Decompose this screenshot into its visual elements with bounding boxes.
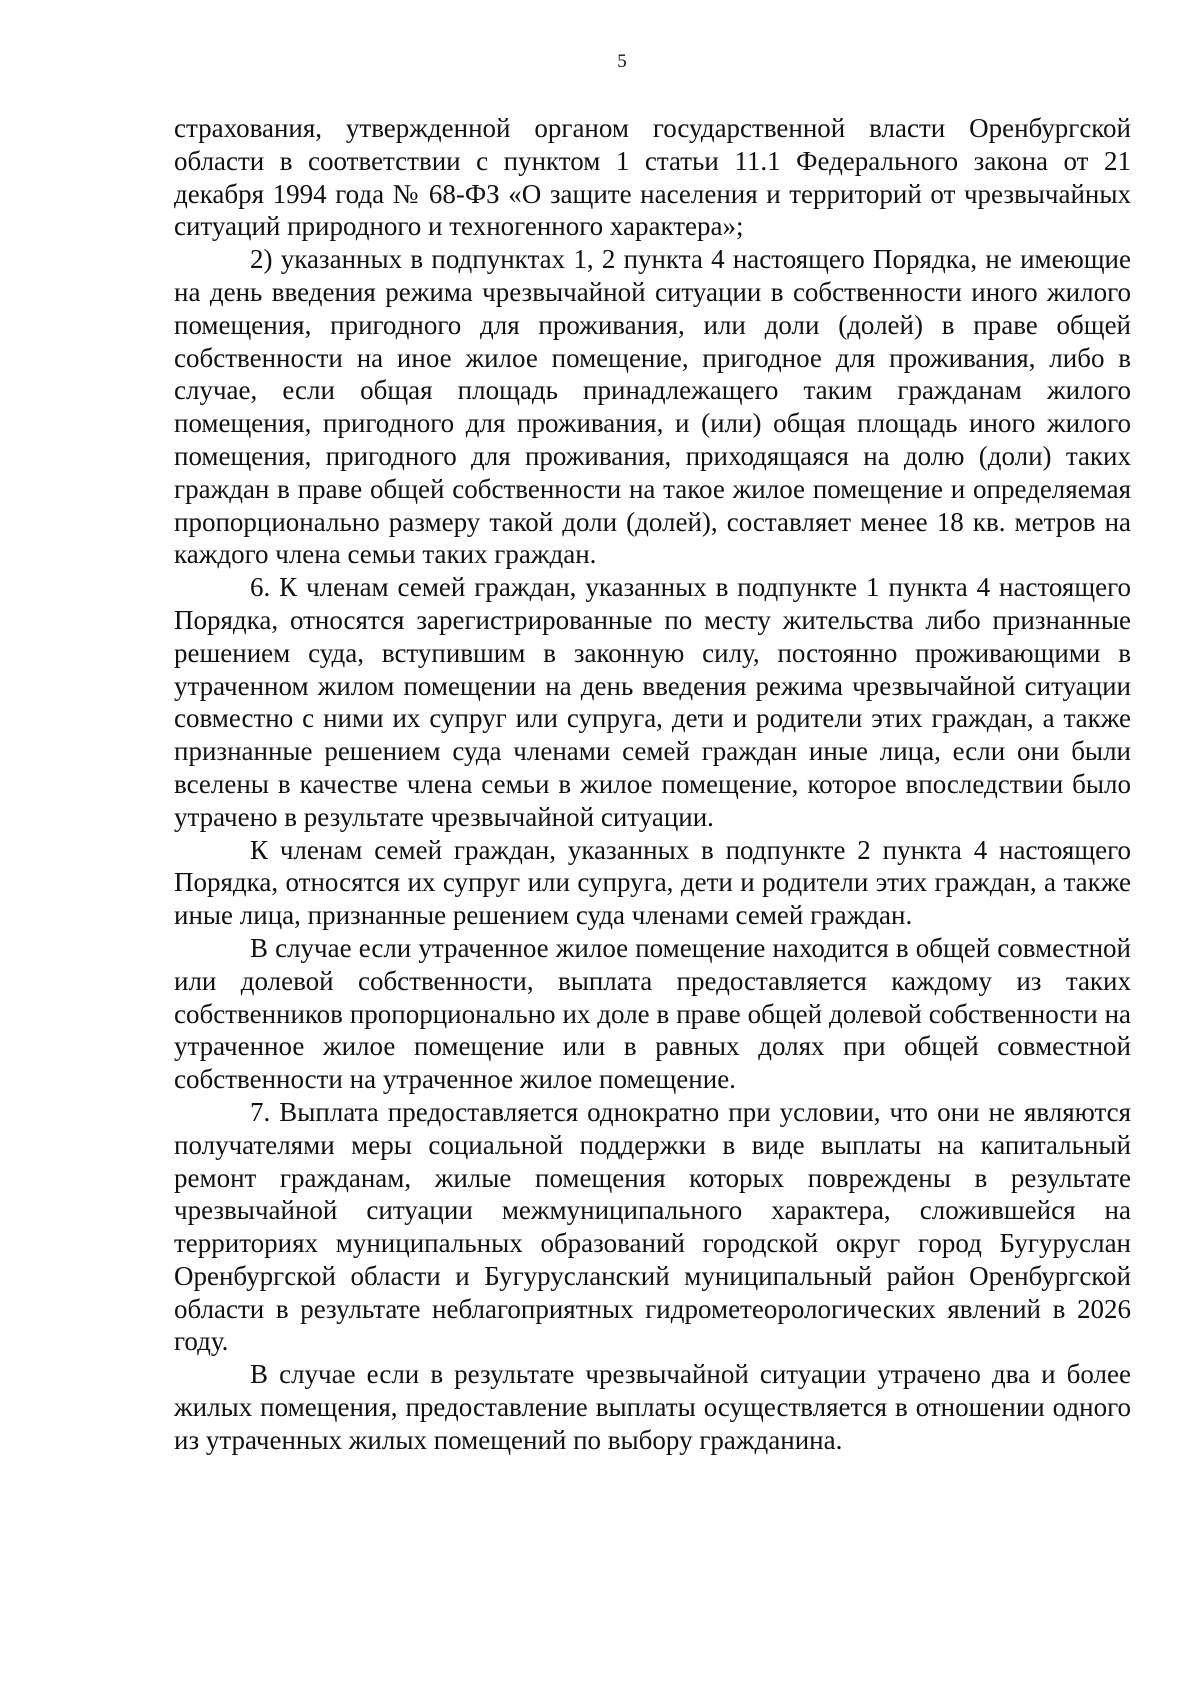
paragraph-point-6: 6. К членам семей граждан, указанных в подпункте 1 пункта 4 настоящего Порядка, относятся зарегистрированные по месту жительства либо признанные решением суда, вступившим в законную силу, постоянно проживающими в утраченном жилом помещении на день введения режима чрезвычайной ситуации совместно с ними их супруг или супруга, дети и родители этих граждан, а также признанные решением суда членами семей граждан иные лица, если они были вселены в качестве члена семьи в жилое помещение, которое впоследствии было утрачено в результате чрезвычайной ситуации. xyxy=(174,572,1131,832)
paragraph-point-6-shared-ownership: В случае если утраченное жилое помещение находится в общей совместной или долевой собственности, выплата предоставляется каждому из таких собственников пропорционально их доле в праве общей долевой собственности на утраченное жилое помещение или в равных долях при общей совместной собственности на утраченное жилое помещение. xyxy=(174,932,1131,1095)
page-number: 5 xyxy=(617,51,627,72)
paragraph-point-7: 7. Выплата предоставляется однократно при условии, что они не являются получателями меры социальной поддержки в виде выплаты на капитальный ремонт гражданам, жилые помещения которых повреждены в результате чрезвычайной ситуации межмуниципального характера, сложившейся на территориях муниципальных образований городской округ город Бугуруслан Оренбургской области и Бугурусланский муниципальный район Оренбургской области в результате неблагоприятных гидрометеорологических явлений в 2026 году. xyxy=(174,1096,1131,1357)
paragraph-point-7-multiple-dwellings: В случае если в результате чрезвычайной ситуации утрачено два и более жилых помещения, предоставление выплаты осуществляется в отношении одного из утраченных жилых помещений по выбору гражданина. xyxy=(174,1359,1131,1455)
paragraph-item-2: 2) указанных в подпунктах 1, 2 пункта 4 настоящего Порядка, не имеющие на день введения режима чрезвычайной ситуации в собственности иного жилого помещения, пригодного для проживания, или доли (долей) в праве общей собственности на иное жилое помещение, пригодное для проживания, либо в случае, если общая площадь принадлежащего таким гражданам жилого помещения, пригодного для проживания, и (или) общая площадь иного жилого помещения, пригодного для проживания, приходящаяся на долю (доли) таких граждан в праве общей собственности на такое жилое помещение и определяемая пропорционально размеру такой доли (долей), составляет менее 18 кв. метров на каждого члена семьи таких граждан. xyxy=(174,244,1131,570)
paragraph-continuation: страхования, утвержденной органом государственной власти Оренбургской области в соответствии с пунктом 1 статьи 11.1 Федерального закона от 21 декабря 1994 года № 68-ФЗ «О защите населения и территорий от чрезвычайных ситуаций природного и техногенного характера»; xyxy=(174,113,1131,242)
document-body xyxy=(174,112,1131,1457)
paragraph-point-6-family: К членам семей граждан, указанных в подпункте 2 пункта 4 настоящего Порядка, относятся их супруг или супруга, дети и родители этих граждан, а также иные лица, признанные решением суда членами семей граждан. xyxy=(174,834,1131,931)
